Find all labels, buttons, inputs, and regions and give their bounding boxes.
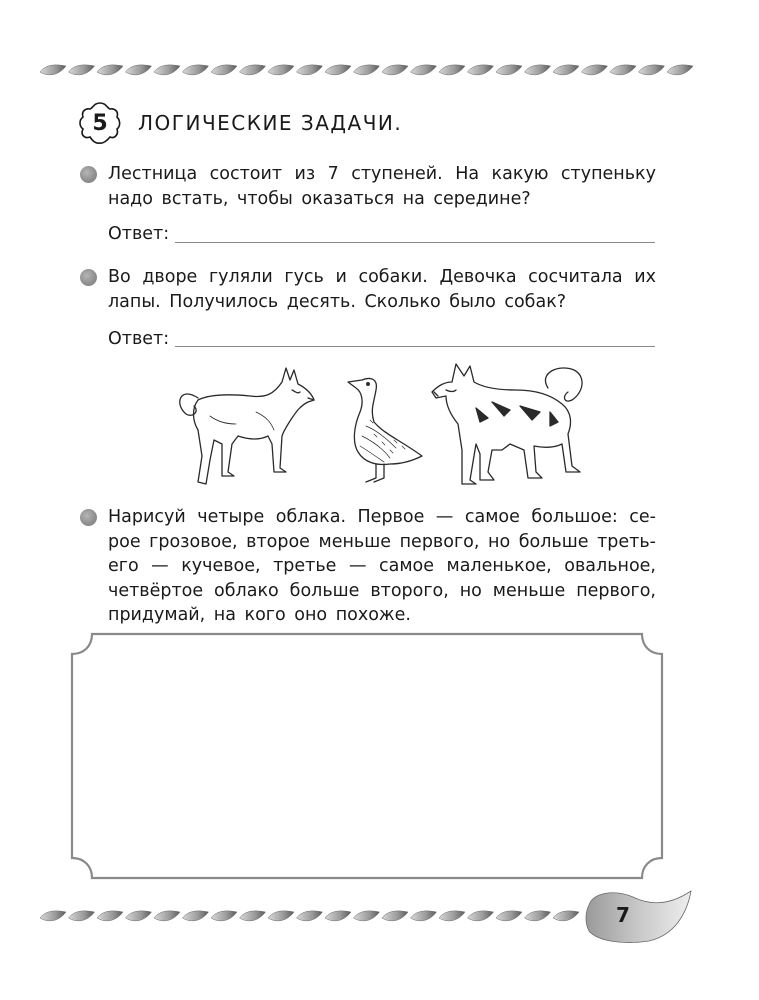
leaf-ornament-icon: [325, 65, 351, 75]
task-1-line-1: Лестница состоит из 7 ступеней. На какую ступеньку: [108, 164, 656, 184]
top-decorative-border: [0, 58, 759, 84]
task-3-line-3: его — кучевое, третье — самое маленькое, овальное,: [108, 556, 656, 576]
task-2-answer-line[interactable]: [175, 346, 655, 347]
drawing-area[interactable]: [70, 632, 664, 880]
leaf-ornament-icon: [183, 65, 209, 75]
leaf-ornament-icon: [126, 911, 152, 921]
leaf-ornament-icon: [667, 65, 693, 75]
leaf-ornament-icon: [525, 65, 551, 75]
leaf-ornament-icon: [297, 65, 323, 75]
task-3-line-2: рое грозовое, второе меньше первого, но больше треть-: [108, 531, 656, 552]
leaf-ornament-icon: [69, 911, 95, 921]
leaf-ornament-icon: [268, 911, 294, 921]
leaf-ornament-icon: [69, 65, 95, 75]
leaf-ornament-icon: [610, 65, 636, 75]
leaf-ornament-icon: [183, 911, 209, 921]
leaf-ornament-icon: [211, 911, 237, 921]
husky-dog-icon: [180, 368, 314, 484]
task-2-answer-label: Ответ:: [108, 329, 170, 349]
section-number-badge: [76, 99, 124, 147]
leaf-ornament-icon: [268, 65, 294, 75]
task-3-bullet: [80, 509, 97, 526]
task-1-answer-label: Ответ:: [108, 224, 170, 244]
leaf-ornament-icon: [496, 65, 522, 75]
leaf-ornament-icon: [240, 911, 266, 921]
task-1-line-2: надо встать, чтобы оказаться на середине?: [108, 188, 531, 209]
leaf-ornament-icon: [496, 911, 522, 921]
task-2-line-2: лапы. Получилось десять. Сколько было собак?: [108, 291, 567, 312]
leaf-ornament-icon: [325, 911, 351, 921]
leaf-ornament-icon: [468, 911, 494, 921]
leaf-ornament-icon: [97, 65, 123, 75]
leaf-ornament-icon: [240, 65, 266, 75]
leaf-ornament-icon: [411, 65, 437, 75]
task-2-text: [108, 265, 656, 314]
leaf-ornament-icon: [354, 911, 380, 921]
leaf-ornament-icon: [382, 911, 408, 921]
leaf-ornament-icon: [154, 65, 180, 75]
leaf-ornament-icon: [126, 65, 152, 75]
leaf-ornament-icon: [297, 911, 323, 921]
task-2-line-1: Во дворе гуляли гусь и собаки. Девочка сосчитала их: [108, 267, 656, 287]
leaf-ornament-icon: [97, 911, 123, 921]
page-number: 7: [616, 903, 630, 927]
leaf-ornament-icon: [154, 911, 180, 921]
leaf-ornament-icon: [553, 65, 579, 75]
leaf-ornament-icon: [211, 65, 237, 75]
leaf-ornament-icon: [439, 65, 465, 75]
task-3-line-4: четвёртое облако больше второго, но меньше первого,: [108, 580, 656, 601]
task-1-answer-line[interactable]: [175, 242, 655, 243]
task-2-bullet: [80, 269, 97, 286]
section-number: 5: [92, 110, 108, 136]
section-header: [76, 98, 402, 148]
leaf-ornament-icon: [582, 65, 608, 75]
leaf-ornament-icon: [553, 911, 579, 921]
malamute-dog-icon: [432, 364, 582, 484]
leaf-ornament-icon: [439, 911, 465, 921]
task-3-text: [108, 505, 656, 628]
leaf-ornament-icon: [382, 65, 408, 75]
leaf-ornament-icon: [40, 65, 66, 75]
leaf-ornament-icon: [639, 65, 665, 75]
task-1-text: [108, 162, 656, 211]
task-3-line-5: придумай, на кого оно похоже.: [108, 605, 411, 625]
section-title: ЛОГИЧЕСКИЕ ЗАДАЧИ.: [138, 111, 403, 135]
bottom-decorative-border: [0, 904, 600, 930]
leaf-ornament-icon: [525, 911, 551, 921]
leaf-ornament-icon: [40, 911, 66, 921]
goose-icon: [348, 378, 422, 482]
leaf-ornament-icon: [468, 65, 494, 75]
task-1-bullet: [80, 166, 97, 183]
leaf-ornament-icon: [354, 65, 380, 75]
leaf-ornament-icon: [411, 911, 437, 921]
animals-illustration: [170, 360, 610, 490]
task-3-line-1: Нарисуй четыре облака. Первое — самое большое: се-: [108, 507, 656, 527]
